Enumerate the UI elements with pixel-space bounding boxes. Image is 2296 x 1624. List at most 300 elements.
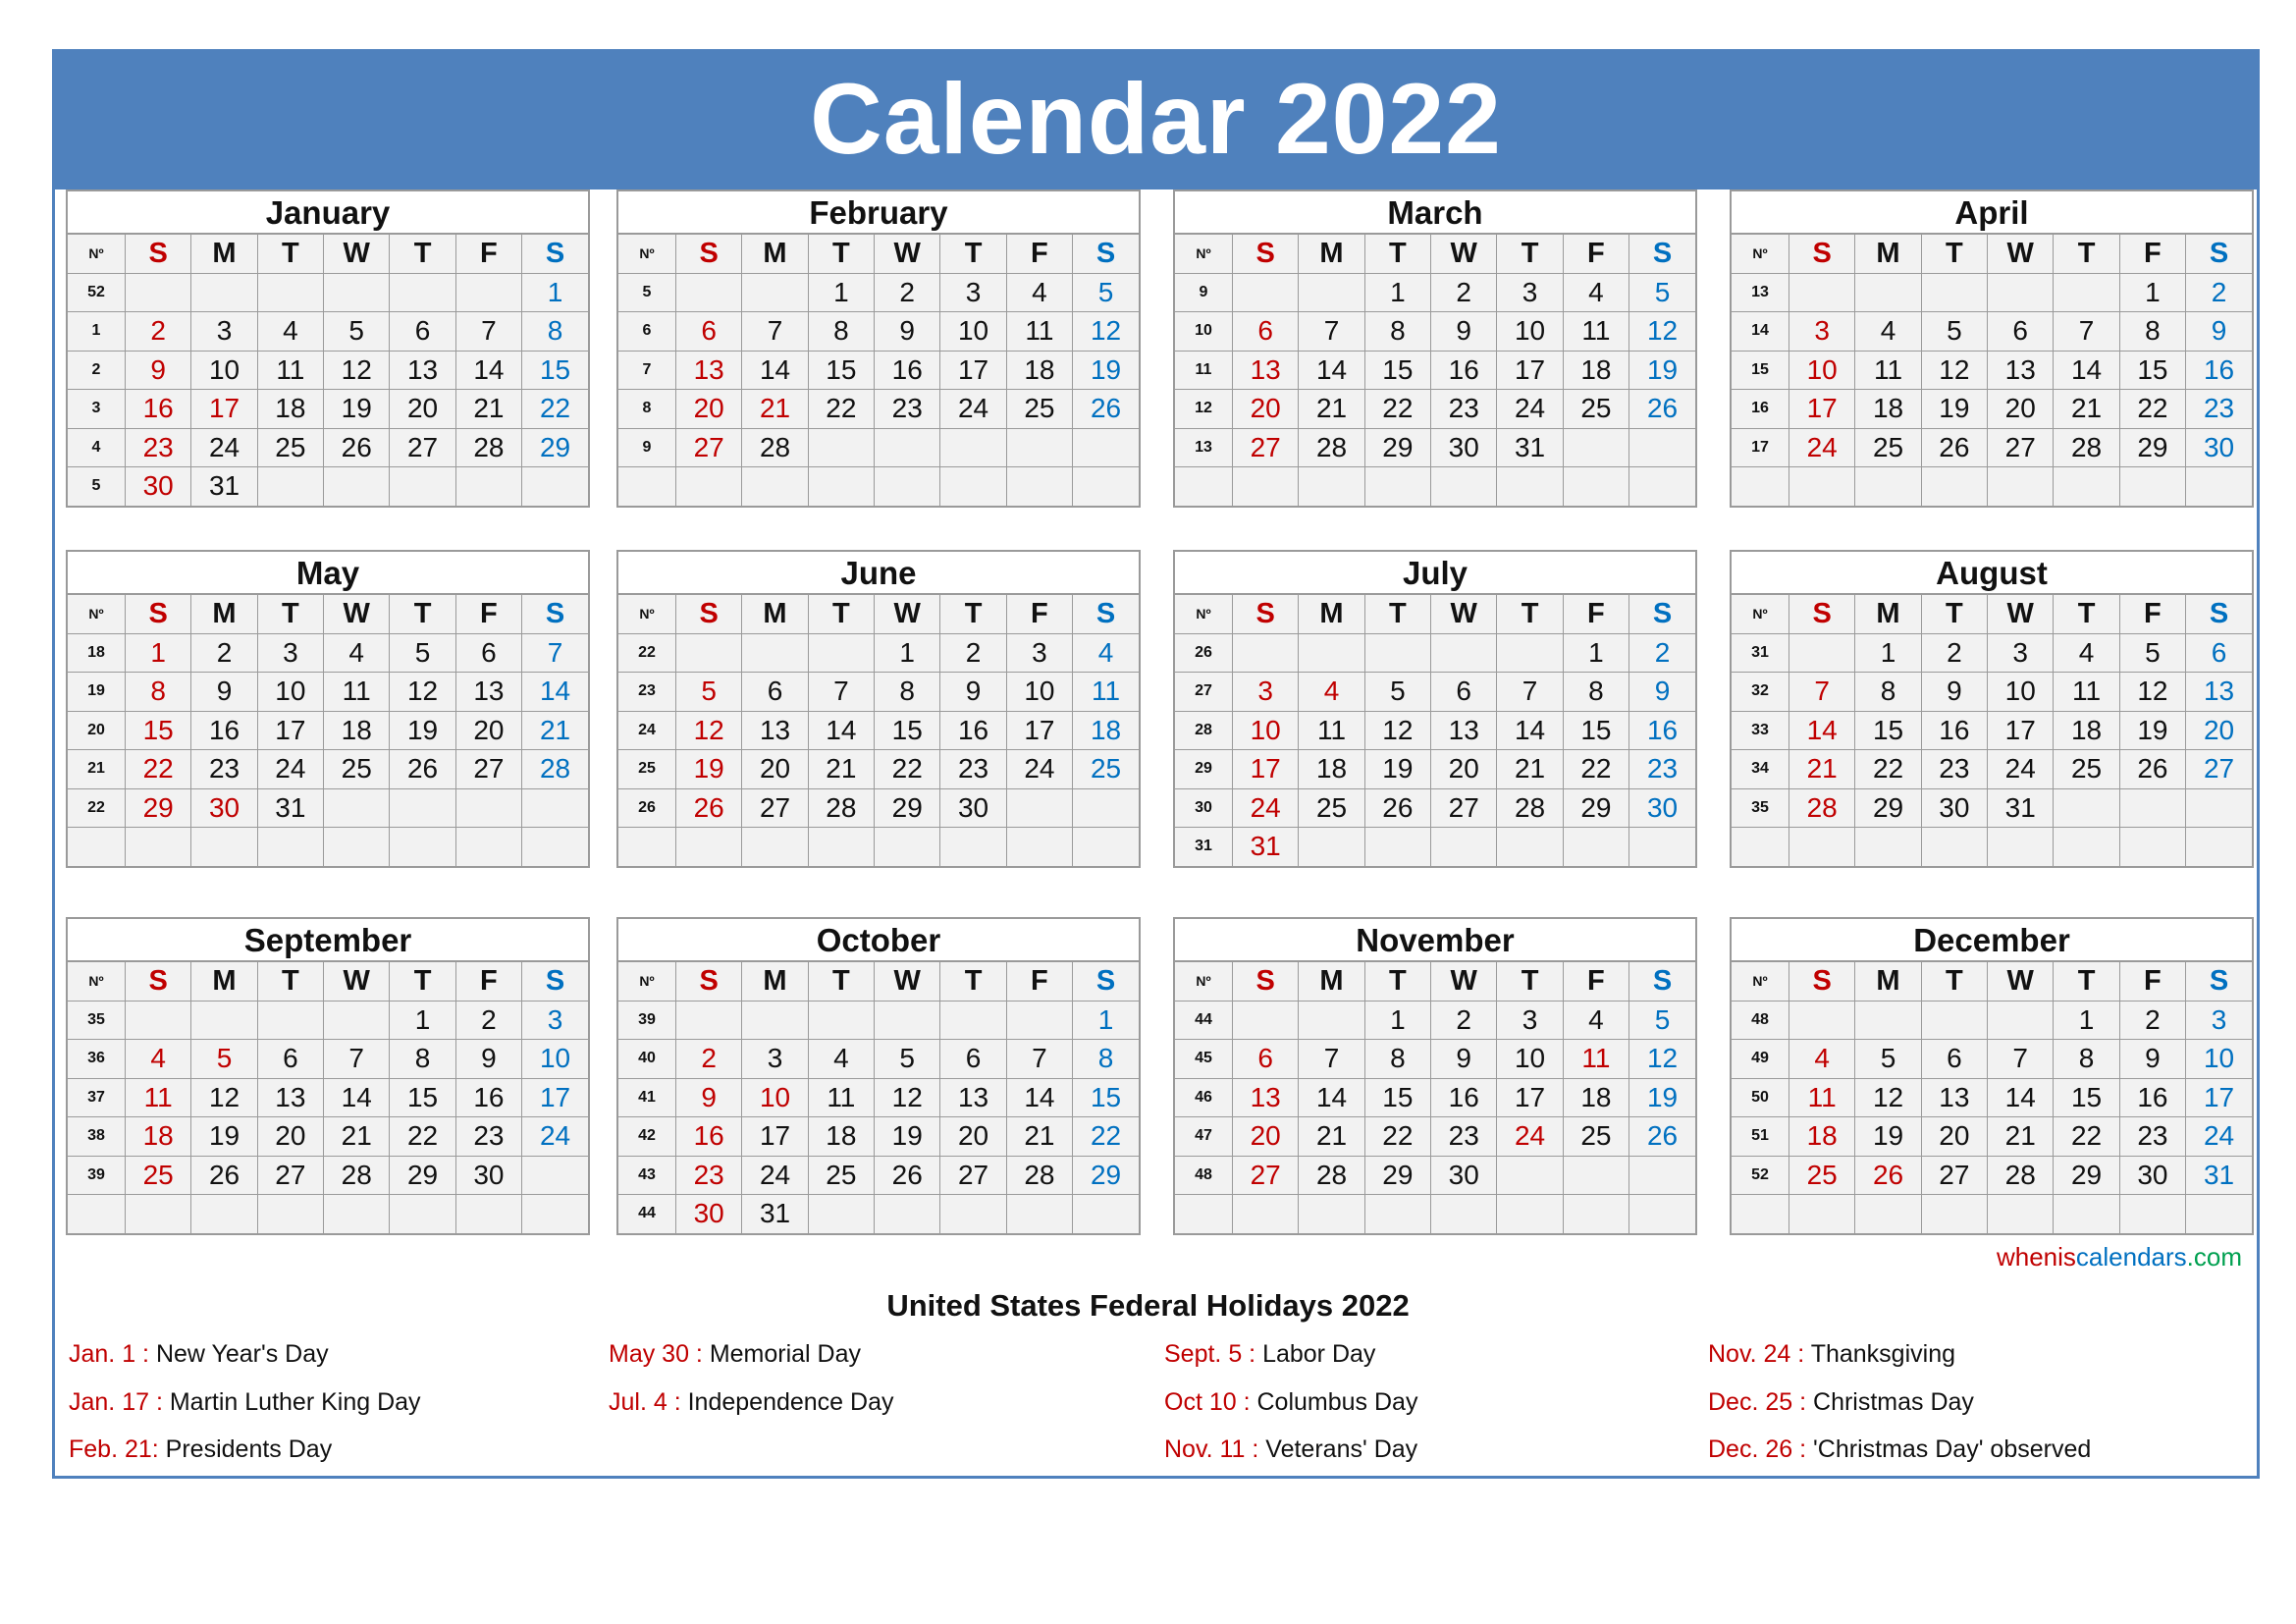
week-row <box>68 390 588 429</box>
week-row <box>1732 828 2252 866</box>
week-number: 9 <box>1175 273 1233 312</box>
day-cell <box>126 1001 191 1040</box>
day-cell: 16 <box>676 1117 742 1157</box>
day-cell: 20 <box>940 1117 1006 1157</box>
weekday-header: F <box>2119 595 2185 633</box>
week-number: 21 <box>68 750 126 789</box>
weekday-header: S <box>1073 595 1139 633</box>
week-row <box>1732 1078 2252 1117</box>
month-grid <box>68 595 588 866</box>
week-row <box>1175 673 1695 712</box>
weekday-header: W <box>1988 962 2054 1001</box>
week-row <box>1175 750 1695 789</box>
day-cell: 24 <box>191 428 257 467</box>
day-cell: 16 <box>191 711 257 750</box>
month-grid <box>1732 962 2252 1233</box>
day-cell <box>1497 467 1563 506</box>
day-cell <box>2186 828 2252 866</box>
week-row <box>1175 1078 1695 1117</box>
day-cell: 21 <box>1988 1117 2054 1157</box>
day-cell: 28 <box>1299 1156 1364 1195</box>
week-number: 40 <box>618 1040 676 1079</box>
day-cell: 30 <box>1431 428 1497 467</box>
day-cell <box>324 788 390 828</box>
day-cell: 15 <box>1855 711 1921 750</box>
day-cell: 21 <box>808 750 874 789</box>
day-cell <box>1563 1156 1629 1195</box>
weekday-header: T <box>390 235 455 273</box>
day-cell: 13 <box>742 711 808 750</box>
week-number: 42 <box>618 1117 676 1157</box>
day-cell <box>390 828 455 866</box>
day-cell <box>1988 273 2054 312</box>
week-row <box>1732 390 2252 429</box>
day-cell: 23 <box>2119 1117 2185 1157</box>
week-number: 31 <box>1732 633 1789 673</box>
day-cell: 5 <box>1629 1001 1695 1040</box>
month-grid <box>68 962 588 1233</box>
weekday-header: F <box>1563 595 1629 633</box>
day-cell: 28 <box>1299 428 1364 467</box>
week-number-header: Nº <box>1175 962 1233 1001</box>
day-cell: 29 <box>1563 788 1629 828</box>
day-cell <box>1364 828 1430 866</box>
day-cell <box>1073 828 1139 866</box>
weekday-header: S <box>1789 962 1855 1001</box>
week-row <box>1175 1040 1695 1079</box>
week-number-header: Nº <box>1732 595 1789 633</box>
weekday-header: M <box>1855 235 1921 273</box>
day-cell: 11 <box>1789 1078 1855 1117</box>
day-cell: 26 <box>676 788 742 828</box>
day-cell: 22 <box>875 750 940 789</box>
day-cell <box>2054 788 2119 828</box>
week-number <box>68 828 126 866</box>
week-row <box>68 351 588 390</box>
week-number: 23 <box>618 673 676 712</box>
day-cell <box>257 1001 323 1040</box>
day-cell: 10 <box>742 1078 808 1117</box>
week-number: 31 <box>1175 828 1233 866</box>
weekday-header: S <box>676 595 742 633</box>
day-cell: 8 <box>808 312 874 352</box>
day-cell: 17 <box>1497 1078 1563 1117</box>
day-cell: 24 <box>1497 1117 1563 1157</box>
week-number: 50 <box>1732 1078 1789 1117</box>
day-cell: 27 <box>676 428 742 467</box>
day-cell: 30 <box>2119 1156 2185 1195</box>
week-number: 6 <box>618 312 676 352</box>
day-cell: 20 <box>742 750 808 789</box>
week-number: 9 <box>618 428 676 467</box>
site-credit[interactable] <box>1997 1242 2242 1272</box>
day-cell: 29 <box>875 788 940 828</box>
week-number: 1 <box>68 312 126 352</box>
day-cell <box>522 828 588 866</box>
day-cell <box>455 828 521 866</box>
day-cell: 26 <box>1629 1117 1695 1157</box>
weekday-header: T <box>1497 595 1563 633</box>
week-row <box>618 788 1139 828</box>
week-number: 35 <box>68 1001 126 1040</box>
day-cell: 9 <box>875 312 940 352</box>
week-number-header: Nº <box>618 595 676 633</box>
day-cell: 14 <box>1789 711 1855 750</box>
weekday-header: M <box>1299 235 1364 273</box>
day-cell: 24 <box>2186 1117 2252 1157</box>
day-cell <box>1299 273 1364 312</box>
week-row <box>618 312 1139 352</box>
day-cell: 15 <box>2054 1078 2119 1117</box>
month-name: May <box>68 552 588 595</box>
weekday-header-row <box>68 595 588 633</box>
day-cell: 3 <box>1497 1001 1563 1040</box>
day-cell <box>1233 633 1299 673</box>
week-row <box>1732 351 2252 390</box>
day-cell: 6 <box>1988 312 2054 352</box>
day-cell: 28 <box>2054 428 2119 467</box>
day-cell <box>522 467 588 506</box>
day-cell <box>2054 828 2119 866</box>
day-cell: 23 <box>1629 750 1695 789</box>
day-cell: 10 <box>191 351 257 390</box>
day-cell: 7 <box>1789 673 1855 712</box>
week-number: 13 <box>1175 428 1233 467</box>
day-cell: 17 <box>1497 351 1563 390</box>
day-cell <box>1789 273 1855 312</box>
weekday-header: M <box>191 962 257 1001</box>
day-cell: 14 <box>455 351 521 390</box>
day-cell: 15 <box>1364 351 1430 390</box>
week-row <box>68 633 588 673</box>
day-cell: 19 <box>1364 750 1430 789</box>
day-cell: 19 <box>1855 1117 1921 1157</box>
weekday-header: S <box>676 235 742 273</box>
holidays-title: United States Federal Holidays 2022 <box>886 1288 1410 1323</box>
day-cell: 4 <box>1073 633 1139 673</box>
day-cell: 3 <box>522 1001 588 1040</box>
day-cell: 6 <box>676 312 742 352</box>
day-cell: 1 <box>1855 633 1921 673</box>
holiday-item <box>1164 1435 1417 1484</box>
day-cell: 17 <box>257 711 323 750</box>
day-cell: 31 <box>1988 788 2054 828</box>
day-cell: 18 <box>808 1117 874 1157</box>
month-grid <box>618 962 1139 1233</box>
week-number: 44 <box>1175 1001 1233 1040</box>
week-row <box>68 1195 588 1233</box>
day-cell <box>875 467 940 506</box>
day-cell <box>191 273 257 312</box>
day-cell: 31 <box>2186 1156 2252 1195</box>
day-cell: 3 <box>2186 1001 2252 1040</box>
month-grid <box>68 235 588 506</box>
day-cell <box>1006 467 1072 506</box>
day-cell: 22 <box>126 750 191 789</box>
holiday-name: Presidents Day <box>158 1435 333 1463</box>
week-number: 14 <box>1732 312 1789 352</box>
day-cell: 1 <box>522 273 588 312</box>
day-cell: 24 <box>940 390 1006 429</box>
week-row <box>618 1001 1139 1040</box>
week-row <box>618 467 1139 506</box>
day-cell: 19 <box>1629 1078 1695 1117</box>
day-cell <box>742 467 808 506</box>
day-cell: 26 <box>1855 1156 1921 1195</box>
weekday-header: M <box>742 962 808 1001</box>
day-cell: 9 <box>1431 312 1497 352</box>
day-cell: 30 <box>940 788 1006 828</box>
day-cell: 24 <box>1233 788 1299 828</box>
day-cell <box>2119 1195 2185 1233</box>
day-cell <box>1563 467 1629 506</box>
day-cell: 7 <box>522 633 588 673</box>
week-row <box>68 1040 588 1079</box>
day-cell: 25 <box>1563 390 1629 429</box>
day-cell: 27 <box>455 750 521 789</box>
day-cell: 18 <box>1073 711 1139 750</box>
day-cell: 27 <box>1233 428 1299 467</box>
day-cell <box>1431 1195 1497 1233</box>
week-row <box>1175 467 1695 506</box>
day-cell: 6 <box>2186 633 2252 673</box>
day-cell: 12 <box>676 711 742 750</box>
day-cell: 23 <box>1431 390 1497 429</box>
day-cell <box>191 1195 257 1233</box>
day-cell <box>1299 1001 1364 1040</box>
day-cell <box>1789 1001 1855 1040</box>
week-row <box>68 1117 588 1157</box>
holiday-name: 'Christmas Day' observed <box>1806 1435 2092 1463</box>
day-cell: 14 <box>742 351 808 390</box>
week-row <box>1732 750 2252 789</box>
weekday-header: S <box>1789 595 1855 633</box>
day-cell: 20 <box>455 711 521 750</box>
month-grid <box>1175 235 1695 506</box>
day-cell: 14 <box>808 711 874 750</box>
day-cell: 3 <box>1233 673 1299 712</box>
day-cell: 19 <box>1921 390 1987 429</box>
day-cell: 5 <box>390 633 455 673</box>
day-cell: 6 <box>455 633 521 673</box>
weekday-header: F <box>1563 235 1629 273</box>
day-cell <box>1073 1195 1139 1233</box>
day-cell: 11 <box>2054 673 2119 712</box>
day-cell: 9 <box>1629 673 1695 712</box>
day-cell: 20 <box>1988 390 2054 429</box>
week-number: 24 <box>618 711 676 750</box>
day-cell: 18 <box>1789 1117 1855 1157</box>
day-cell: 8 <box>875 673 940 712</box>
week-number: 17 <box>1732 428 1789 467</box>
week-row <box>1732 673 2252 712</box>
holiday-name: Labor Day <box>1255 1340 1376 1368</box>
month-name: November <box>1175 919 1695 962</box>
day-cell: 5 <box>1073 273 1139 312</box>
weekday-header-row <box>618 595 1139 633</box>
holiday-name: Memorial Day <box>702 1340 862 1368</box>
day-cell: 25 <box>1789 1156 1855 1195</box>
day-cell: 24 <box>1789 428 1855 467</box>
day-cell: 30 <box>191 788 257 828</box>
weekday-header: M <box>1299 962 1364 1001</box>
day-cell: 13 <box>1233 351 1299 390</box>
week-number-header: Nº <box>1732 962 1789 1001</box>
day-cell: 21 <box>455 390 521 429</box>
day-cell: 5 <box>1921 312 1987 352</box>
week-number: 16 <box>1732 390 1789 429</box>
day-cell: 16 <box>1629 711 1695 750</box>
day-cell: 13 <box>390 351 455 390</box>
weekday-header-row <box>1732 962 2252 1001</box>
week-row <box>68 428 588 467</box>
weekday-header: F <box>455 235 521 273</box>
day-cell: 30 <box>1629 788 1695 828</box>
day-cell: 22 <box>1073 1117 1139 1157</box>
day-cell: 24 <box>522 1117 588 1157</box>
day-cell: 11 <box>1006 312 1072 352</box>
month-grid <box>1175 595 1695 866</box>
weekday-header-row <box>1732 235 2252 273</box>
week-row <box>1175 1001 1695 1040</box>
credit-part-1: whenis <box>1996 1242 2076 1272</box>
day-cell: 22 <box>2119 390 2185 429</box>
day-cell: 2 <box>2186 273 2252 312</box>
weekday-header: M <box>742 595 808 633</box>
day-cell: 23 <box>676 1156 742 1195</box>
day-cell: 19 <box>324 390 390 429</box>
week-number: 26 <box>618 788 676 828</box>
day-cell: 17 <box>1988 711 2054 750</box>
week-row <box>1175 428 1695 467</box>
day-cell: 12 <box>390 673 455 712</box>
day-cell <box>2054 1195 2119 1233</box>
day-cell <box>1431 633 1497 673</box>
week-number: 48 <box>1175 1156 1233 1195</box>
day-cell: 21 <box>1299 390 1364 429</box>
week-number-header: Nº <box>618 962 676 1001</box>
day-cell: 6 <box>390 312 455 352</box>
day-cell: 20 <box>1233 390 1299 429</box>
day-cell: 9 <box>191 673 257 712</box>
day-cell <box>676 633 742 673</box>
day-cell: 27 <box>1431 788 1497 828</box>
day-cell <box>126 828 191 866</box>
day-cell: 2 <box>1629 633 1695 673</box>
day-cell <box>1233 273 1299 312</box>
day-cell <box>390 467 455 506</box>
week-row <box>68 467 588 506</box>
day-cell: 7 <box>324 1040 390 1079</box>
day-cell <box>1299 467 1364 506</box>
week-row <box>618 1117 1139 1157</box>
day-cell <box>1789 1195 1855 1233</box>
day-cell <box>1006 788 1072 828</box>
day-cell: 19 <box>676 750 742 789</box>
month-name: January <box>68 191 588 235</box>
week-row <box>618 711 1139 750</box>
day-cell: 7 <box>1299 1040 1364 1079</box>
holiday-date: May 30 : <box>609 1340 703 1368</box>
day-cell: 14 <box>1988 1078 2054 1117</box>
week-number: 5 <box>618 273 676 312</box>
weekday-header: S <box>522 595 588 633</box>
day-cell: 29 <box>1364 1156 1430 1195</box>
day-cell: 8 <box>2054 1040 2119 1079</box>
week-number: 37 <box>68 1078 126 1117</box>
day-cell <box>2054 273 2119 312</box>
day-cell: 25 <box>1299 788 1364 828</box>
day-cell: 13 <box>940 1078 1006 1117</box>
day-cell: 17 <box>940 351 1006 390</box>
day-cell: 2 <box>875 273 940 312</box>
day-cell <box>742 1001 808 1040</box>
month-grid <box>1732 235 2252 506</box>
week-number: 10 <box>1175 312 1233 352</box>
day-cell: 18 <box>126 1117 191 1157</box>
week-row <box>618 673 1139 712</box>
holiday-date: Jul. 4 : <box>609 1387 681 1416</box>
week-number: 8 <box>618 390 676 429</box>
day-cell <box>1073 428 1139 467</box>
week-row <box>1175 711 1695 750</box>
holiday-date: Jan. 1 : <box>69 1340 149 1368</box>
week-number: 36 <box>68 1040 126 1079</box>
day-cell: 6 <box>1431 673 1497 712</box>
week-number: 30 <box>1175 788 1233 828</box>
week-number: 19 <box>68 673 126 712</box>
day-cell <box>1497 828 1563 866</box>
day-cell: 5 <box>324 312 390 352</box>
day-cell: 19 <box>2119 711 2185 750</box>
month-grid <box>1732 595 2252 866</box>
day-cell: 18 <box>1563 351 1629 390</box>
day-cell: 26 <box>390 750 455 789</box>
day-cell: 10 <box>940 312 1006 352</box>
day-cell: 24 <box>1497 390 1563 429</box>
week-row <box>1732 312 2252 352</box>
day-cell: 13 <box>1233 1078 1299 1117</box>
weekday-header: S <box>1629 235 1695 273</box>
weekday-header: S <box>1233 595 1299 633</box>
day-cell <box>2119 467 2185 506</box>
weekday-header: T <box>1364 595 1430 633</box>
month-october <box>616 917 1141 1235</box>
day-cell <box>1364 633 1430 673</box>
day-cell <box>324 273 390 312</box>
day-cell: 23 <box>455 1117 521 1157</box>
day-cell: 26 <box>324 428 390 467</box>
holiday-name: Independence Day <box>680 1387 894 1416</box>
month-name: August <box>1732 552 2252 595</box>
day-cell: 16 <box>2119 1078 2185 1117</box>
day-cell: 31 <box>191 467 257 506</box>
day-cell: 7 <box>1497 673 1563 712</box>
day-cell: 8 <box>1073 1040 1139 1079</box>
month-name: July <box>1175 552 1695 595</box>
day-cell: 31 <box>742 1195 808 1233</box>
week-number: 4 <box>68 428 126 467</box>
day-cell: 28 <box>742 428 808 467</box>
day-cell: 10 <box>1497 312 1563 352</box>
day-cell: 8 <box>1563 673 1629 712</box>
week-number: 3 <box>68 390 126 429</box>
holiday-name: Veterans' Day <box>1258 1435 1418 1463</box>
day-cell <box>390 1195 455 1233</box>
week-row <box>1175 788 1695 828</box>
weekday-header-row <box>618 962 1139 1001</box>
weekday-header: T <box>1364 962 1430 1001</box>
